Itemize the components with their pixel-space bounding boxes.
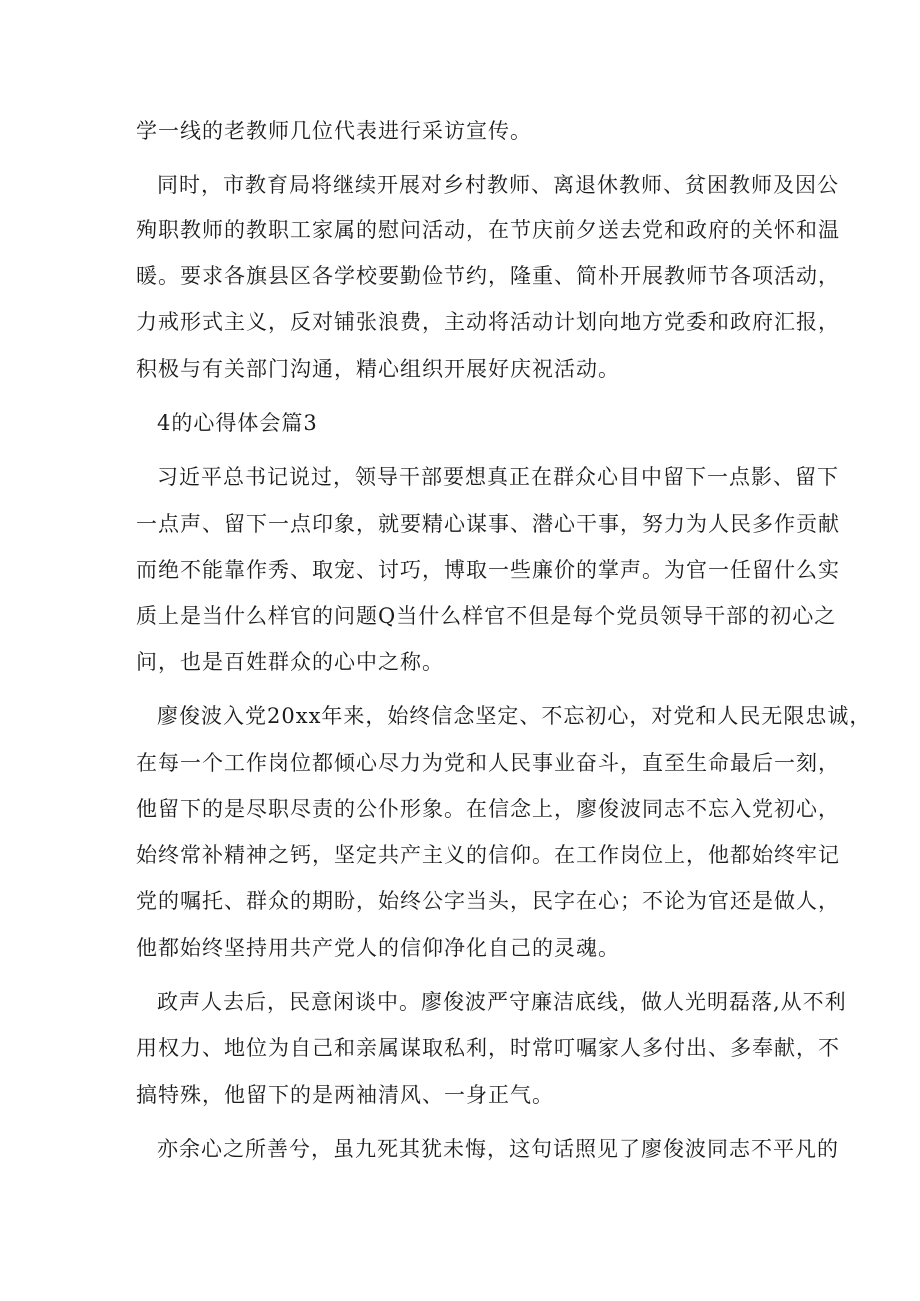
paragraph-line: 亦余心之所善兮，虽九死其犹未悔，这句话照见了廖俊波同志不平凡的 — [157, 1137, 839, 1161]
paragraph-line: 政声人去后，民意闲谈中。廖俊波严守廉洁底线，做人光明磊落,从不利 — [157, 990, 847, 1014]
paragraph-line: 暖。要求各旗县区各学校要勤俭节约，隆重、简朴开展教师节各项活动， — [136, 264, 840, 288]
paragraph-line: 在每一个工作岗位都倾心尽力为党和人民事业奋斗，直至生命最后一刻， — [136, 751, 840, 775]
paragraph-line: 习近平总书记说过，领导干部要想真正在群众心目中留下一点影、留下 — [157, 465, 839, 489]
paragraph-line: 党的嘱托、群众的期盼，始终公字当头，民字在心；不论为官还是做人， — [136, 889, 840, 913]
paragraph-line: 一点声、留下一点印象，就要精心谋事、潜心干事，努力为人民多作贡献 — [136, 512, 840, 536]
paragraph-line: 同时，市教育局将继续开展对乡村教师、离退休教师、贫困教师及因公 — [157, 173, 839, 197]
paragraph-line: 他都始终坚持用共产党人的信仰净化自己的灵魂。 — [136, 936, 620, 960]
paragraph-line: 始终常补精神之钙，坚定共产主义的信仰。在工作岗位上，他都始终牢记 — [136, 843, 840, 867]
paragraph-line: 积极与有关部门沟通，精心组织开展好庆祝活动。 — [136, 357, 620, 381]
paragraph-line: 搞特殊，他留下的是两袖清风、一身正气。 — [136, 1083, 554, 1107]
paragraph-line: 殉职教师的教职工家属的慰问活动，在节庆前夕送去党和政府的关怀和温 — [136, 218, 840, 242]
paragraph-line: 质上是当什么样官的问题Q当什么样官不但是每个党员领导干部的初心之 — [136, 604, 837, 628]
section-heading: 4的心得体会篇3 — [157, 411, 318, 435]
paragraph-line: 学一线的老教师几位代表进行采访宣传。 — [136, 119, 532, 143]
paragraph-line: 他留下的是尽职尽责的公仆形象。在信念上，廖俊波同志不忘入党初心， — [136, 797, 840, 821]
paragraph-line: 问，也是百姓群众的心中之称。 — [136, 650, 444, 674]
paragraph-line: 力戒形式主义，反对铺张浪费，主动将活动计划向地方党委和政府汇报， — [136, 310, 840, 334]
paragraph-line: 而绝不能靠作秀、取宠、讨巧，博取一些廉价的掌声。为官一任留什么实 — [136, 558, 840, 582]
paragraph-line: 用权力、地位为自己和亲属谋取私利，时常叮嘱家人多付出、多奉献，不 — [136, 1036, 840, 1060]
paragraph-line: 廖俊波入党20xx年来，始终信念坚定、不忘初心，对党和人民无限忠诚， — [157, 704, 872, 728]
